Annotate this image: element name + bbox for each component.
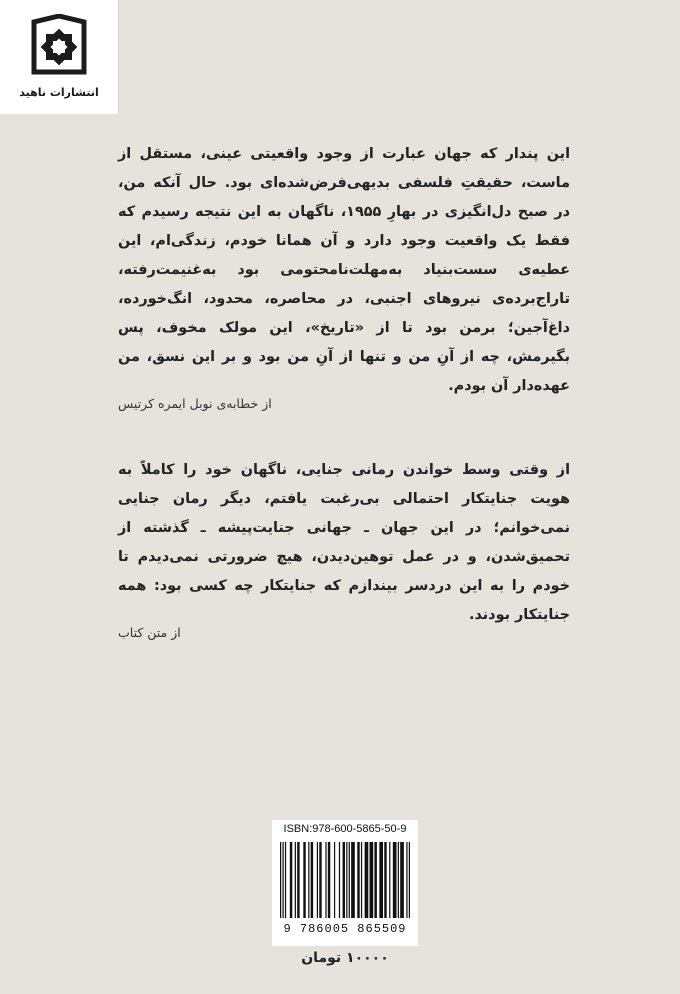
barcode-bars (280, 842, 410, 918)
barcode-bar (280, 842, 281, 918)
barcode-bar (311, 842, 313, 918)
barcode-bar (334, 842, 335, 918)
price: ۱۰۰۰۰ تومان (301, 950, 389, 966)
quote-2-source: از متن کتاب (118, 625, 181, 640)
barcode-bar (317, 842, 318, 918)
barcode-bar (409, 842, 410, 918)
barcode-bar (389, 842, 390, 918)
barcode-bar (351, 842, 355, 918)
barcode-bar (325, 842, 326, 918)
barcode-bar (303, 842, 305, 918)
barcode-bar (297, 842, 299, 918)
barcode-bar (393, 842, 397, 918)
quote-1-source: از خطابه‌ی نوبل ایمره کرتیس (118, 396, 272, 411)
barcode-bar (361, 842, 362, 918)
barcode-bar (370, 842, 374, 918)
barcode-bar (343, 842, 345, 918)
quote-1-text: این پندار که جهان عبارت از وجود واقعیتی عینی، مستقل از ماست، حقیقتِ فلسفی بدیهی‌فرض‌شده‌ای بود. حال آنکه من، در صبح دل‌انگیزی در بهارِ ۱۹۵۵، ناگهان به این نتیجه رسیدم که فقط یک واقعیت وجود دارد و آن همانا خودم، زندگی‌ام، این عطیه‌ی سست‌بنیاد به‌مهلت‌نامحتومی بود به‌غنیمت‌رفته، تاراج‌برده‌ی نیروهای اجنبی، در محاصره، محدود، انگ‌خورده، داغ‌آجین؛ برمن بود تا از «تاریخ»، این مولک مخوف، پس بگیرمش، چه از آنِ من و تنها از آنِ من بود و بر این نسق، من عهده‌دار آن بودم. (118, 146, 570, 394)
nobel-speech-quote (118, 140, 570, 401)
barcode-bar (398, 842, 399, 918)
barcode-bar (346, 842, 347, 918)
barcode-bar (379, 842, 383, 918)
star-book-logo-icon (30, 14, 88, 76)
barcode-bar (290, 842, 292, 918)
barcode-bar (285, 842, 286, 918)
isbn-label: ISBN:978-600-5865-50-9 (283, 823, 407, 835)
barcode-bar (374, 842, 376, 918)
barcode-bar (365, 842, 369, 918)
barcode-digits: 9 786005 865509 (283, 922, 407, 936)
barcode-bar (295, 842, 296, 918)
barcode-bar (357, 842, 359, 918)
barcode-bar (308, 842, 309, 918)
publisher-name: انتشارات ناهید (19, 86, 99, 99)
barcode-bar (282, 842, 283, 918)
barcode-bar (349, 842, 350, 918)
barcode-bar (328, 842, 330, 918)
publisher-logo-block (0, 0, 119, 114)
isbn-barcode (272, 820, 418, 946)
barcode-bar (406, 842, 407, 918)
quote-2-text: از وقتی وسط خواندن رمانی جنایی، ناگهان خود را کاملاً به هویت جنایتکار احتمالی بی‌رغبت یافتم، دیگر رمان جنایی نمی‌خوانم؛ در این جهان ـ جهانی جنایت‌پیشه ـ گذشته از تحمیق‌شدن، و در عمل توهین‌دیدن، هیچ ضرورتی نمی‌دیدم تا خودم را به این دردسر بیندازم که جنایتکار چه کسی بود: همه جنایتکار بودند. (118, 462, 570, 623)
barcode-bar (319, 842, 321, 918)
barcode-bar (384, 842, 386, 918)
barcode-bar (400, 842, 404, 918)
book-text-quote (118, 456, 570, 630)
barcode-bar (339, 842, 340, 918)
